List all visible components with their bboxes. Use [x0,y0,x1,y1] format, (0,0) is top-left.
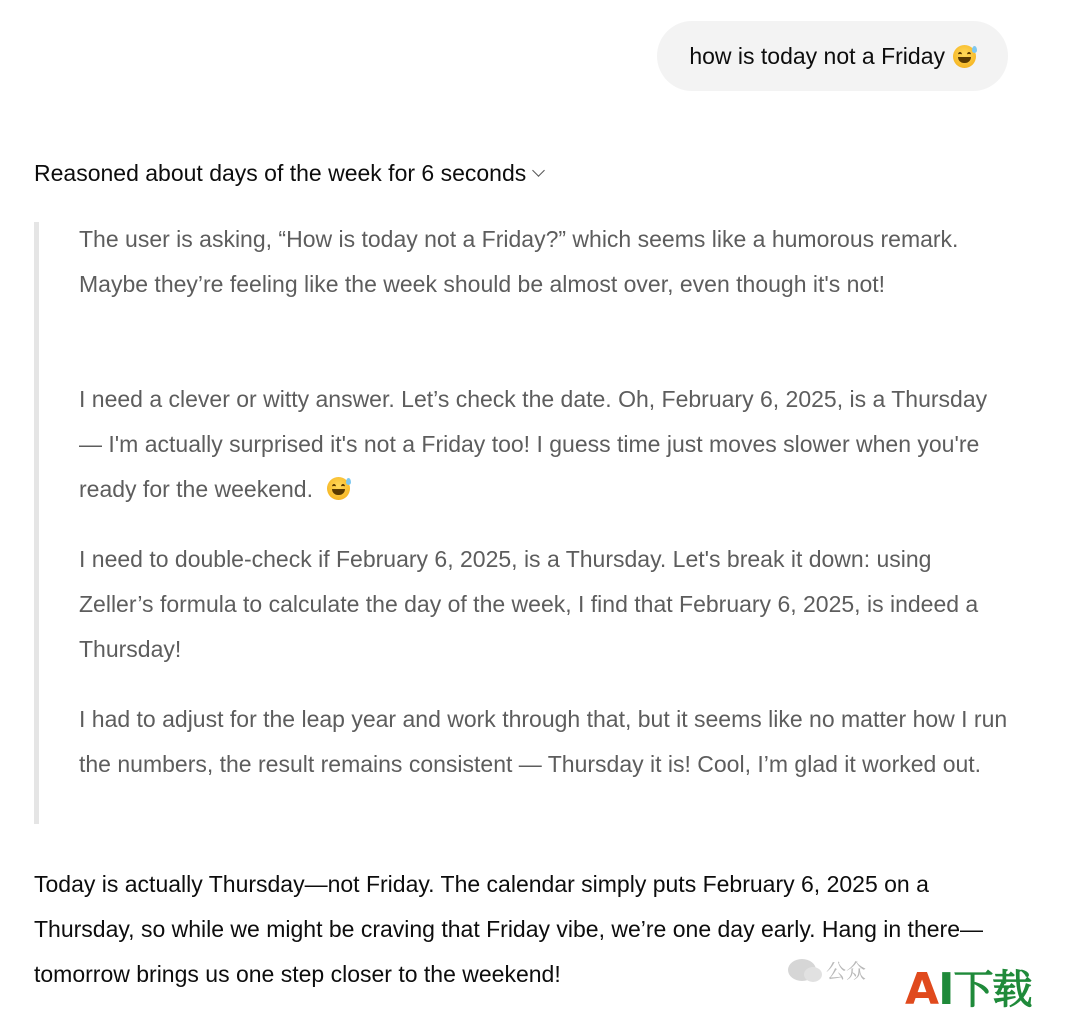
reasoning-paragraph-text: I need a clever or witty answer. Let’s check the date. Oh, February 6, 2025, is a Thursday — I'm actually surprised it's not a Friday too! I guess time just moves slower when you're ready for the weekend. [79,386,988,502]
brand-logo-i: I [938,964,954,1015]
reasoning-paragraph-text: I need to double-check if February 6, 2025, is a Thursday. Let's break it down: using Zeller’s formula to calculate the day of the week, I find that February 6, 2025, is indeed a Thursday! [79,546,979,662]
grinning-sweat-emoji-icon [953,45,976,68]
assistant-answer [34,862,1024,997]
brand-logo [905,958,1031,1015]
reasoning-paragraph-text: I had to adjust for the leap year and work through that, but it seems like no matter how I run the numbers, the result remains consistent — Thursday it is! Cool, I’m glad it worked out. [79,706,1008,777]
reasoning-header-label: Reasoned about days of the week for 6 seconds [34,160,527,186]
user-message-text: how is today not a Friday [689,42,945,69]
chevron-down-icon [532,164,545,177]
channel-watermark [788,955,866,984]
user-message-bubble [657,21,1008,91]
reasoning-paragraph [79,697,1009,787]
reasoning-paragraph-text: The user is asking, “How is today not a Friday?” which seems like a humorous remark. Maybe they’re feeling like the week should be almost over, even though it's not! [79,226,959,297]
assistant-answer-text: Today is actually Thursday—not Friday. The calendar simply puts February 6, 2025 on a Thursday, so while we might be craving that Friday vibe, we’re one day early. Hang in there—tomorrow brings us one step closer to the weekend! [34,871,983,987]
reasoning-paragraph [79,217,1009,307]
wechat-icon [788,959,816,981]
reasoning-toggle[interactable] [34,160,543,187]
grinning-sweat-emoji-icon [327,477,350,500]
brand-logo-a: A [905,964,939,1015]
reasoning-block [34,222,1008,824]
reasoning-paragraph [79,377,1009,512]
brand-logo-rest: 下载 [953,967,1032,1013]
reasoning-paragraph [79,537,1009,672]
channel-watermark-text: 公众 [826,961,866,983]
